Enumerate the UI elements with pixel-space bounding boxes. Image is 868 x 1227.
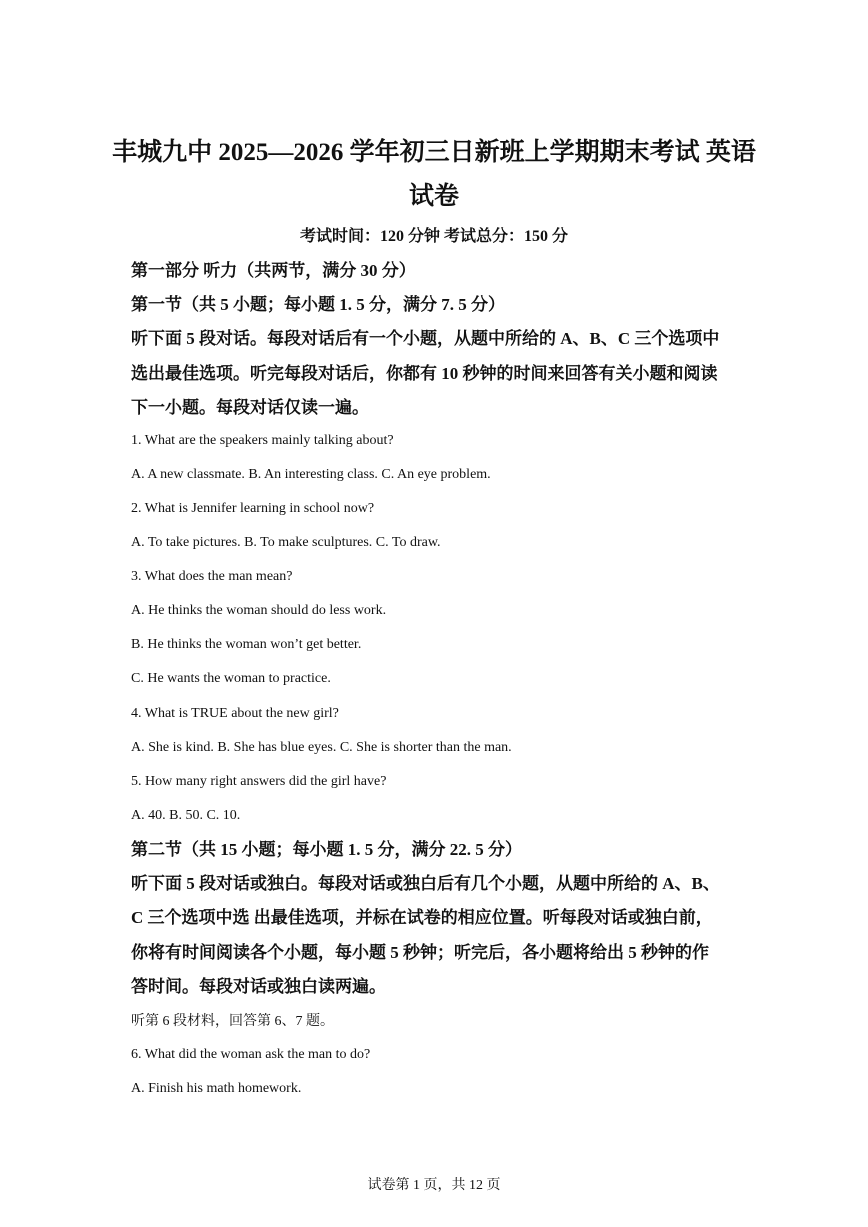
question-3: 3. What does the man mean?	[131, 569, 293, 584]
section1-instruction-line: 选出最佳选项。听完每段对话后，你都有 10 秒钟的时间来回答有关小题和阅读	[131, 364, 718, 383]
material-note: 听第 6 段材料，回答第 6、7 题。	[131, 1014, 334, 1029]
question-1: 1. What are the speakers mainly talking about?	[131, 433, 394, 448]
section1-instruction-line: 听下面 5 段对话。每段对话后有一个小题，从题中所给的 A、B、C 三个选项中	[131, 329, 720, 348]
question-3-option-a: A. He thinks the woman should do less work.	[131, 603, 387, 618]
section2-instruction-line: 听下面 5 段对话或独白。每段对话或独白后有几个小题，从题中所给的 A、B、	[131, 874, 720, 893]
exam-time-and-score: 考试时间：120 分钟 考试总分：150 分	[299, 228, 568, 245]
question-6: 6. What did the woman ask the man to do?	[131, 1047, 371, 1062]
section2-heading: 第二节（共 15 小题；每小题 1. 5 分，满分 22. 5 分）	[131, 840, 522, 859]
section1-heading: 第一节（共 5 小题；每小题 1. 5 分，满分 7. 5 分）	[131, 295, 505, 314]
question-3-option-c: C. He wants the woman to practice.	[131, 671, 331, 686]
question-4-options: A. She is kind. B. She has blue eyes. C. She is shorter than the man.	[131, 740, 512, 755]
question-4: 4. What is TRUE about the new girl?	[131, 706, 339, 721]
question-6-option-a: A. Finish his math homework.	[131, 1081, 302, 1096]
exam-title-line1: 丰城九中 2025—2026 学年初三日新班上学期期末考试 英语	[112, 139, 756, 166]
page-footer: 试卷第 1 页，共 12 页	[367, 1178, 501, 1193]
exam-title-line2: 试卷	[408, 183, 459, 210]
question-1-options: A. A new classmate. B. An interesting class. C. An eye problem.	[131, 467, 491, 482]
part1-heading: 第一部分 听力（共两节，满分 30 分）	[131, 261, 416, 280]
question-5: 5. How many right answers did the girl have?	[131, 774, 387, 789]
question-2-options: A. To take pictures. B. To make sculptures. C. To draw.	[131, 535, 441, 550]
question-3-option-b: B. He thinks the woman won’t get better.	[131, 637, 362, 652]
section1-instruction-line: 下一小题。每段对话仅读一遍。	[131, 398, 369, 417]
question-5-options: A. 40. B. 50. C. 10.	[131, 808, 241, 823]
section2-instruction-line: C 三个选项中选 出最佳选项，并标在试卷的相应位置。听每段对话或独白前，	[131, 908, 713, 927]
section2-instruction-line: 你将有时间阅读各个小题，每小题 5 秒钟；听完后，各小题将给出 5 秒钟的作	[131, 943, 709, 962]
section2-instruction-line: 答时间。每段对话或独白读两遍。	[131, 977, 386, 996]
question-2: 2. What is Jennifer learning in school now?	[131, 501, 375, 516]
